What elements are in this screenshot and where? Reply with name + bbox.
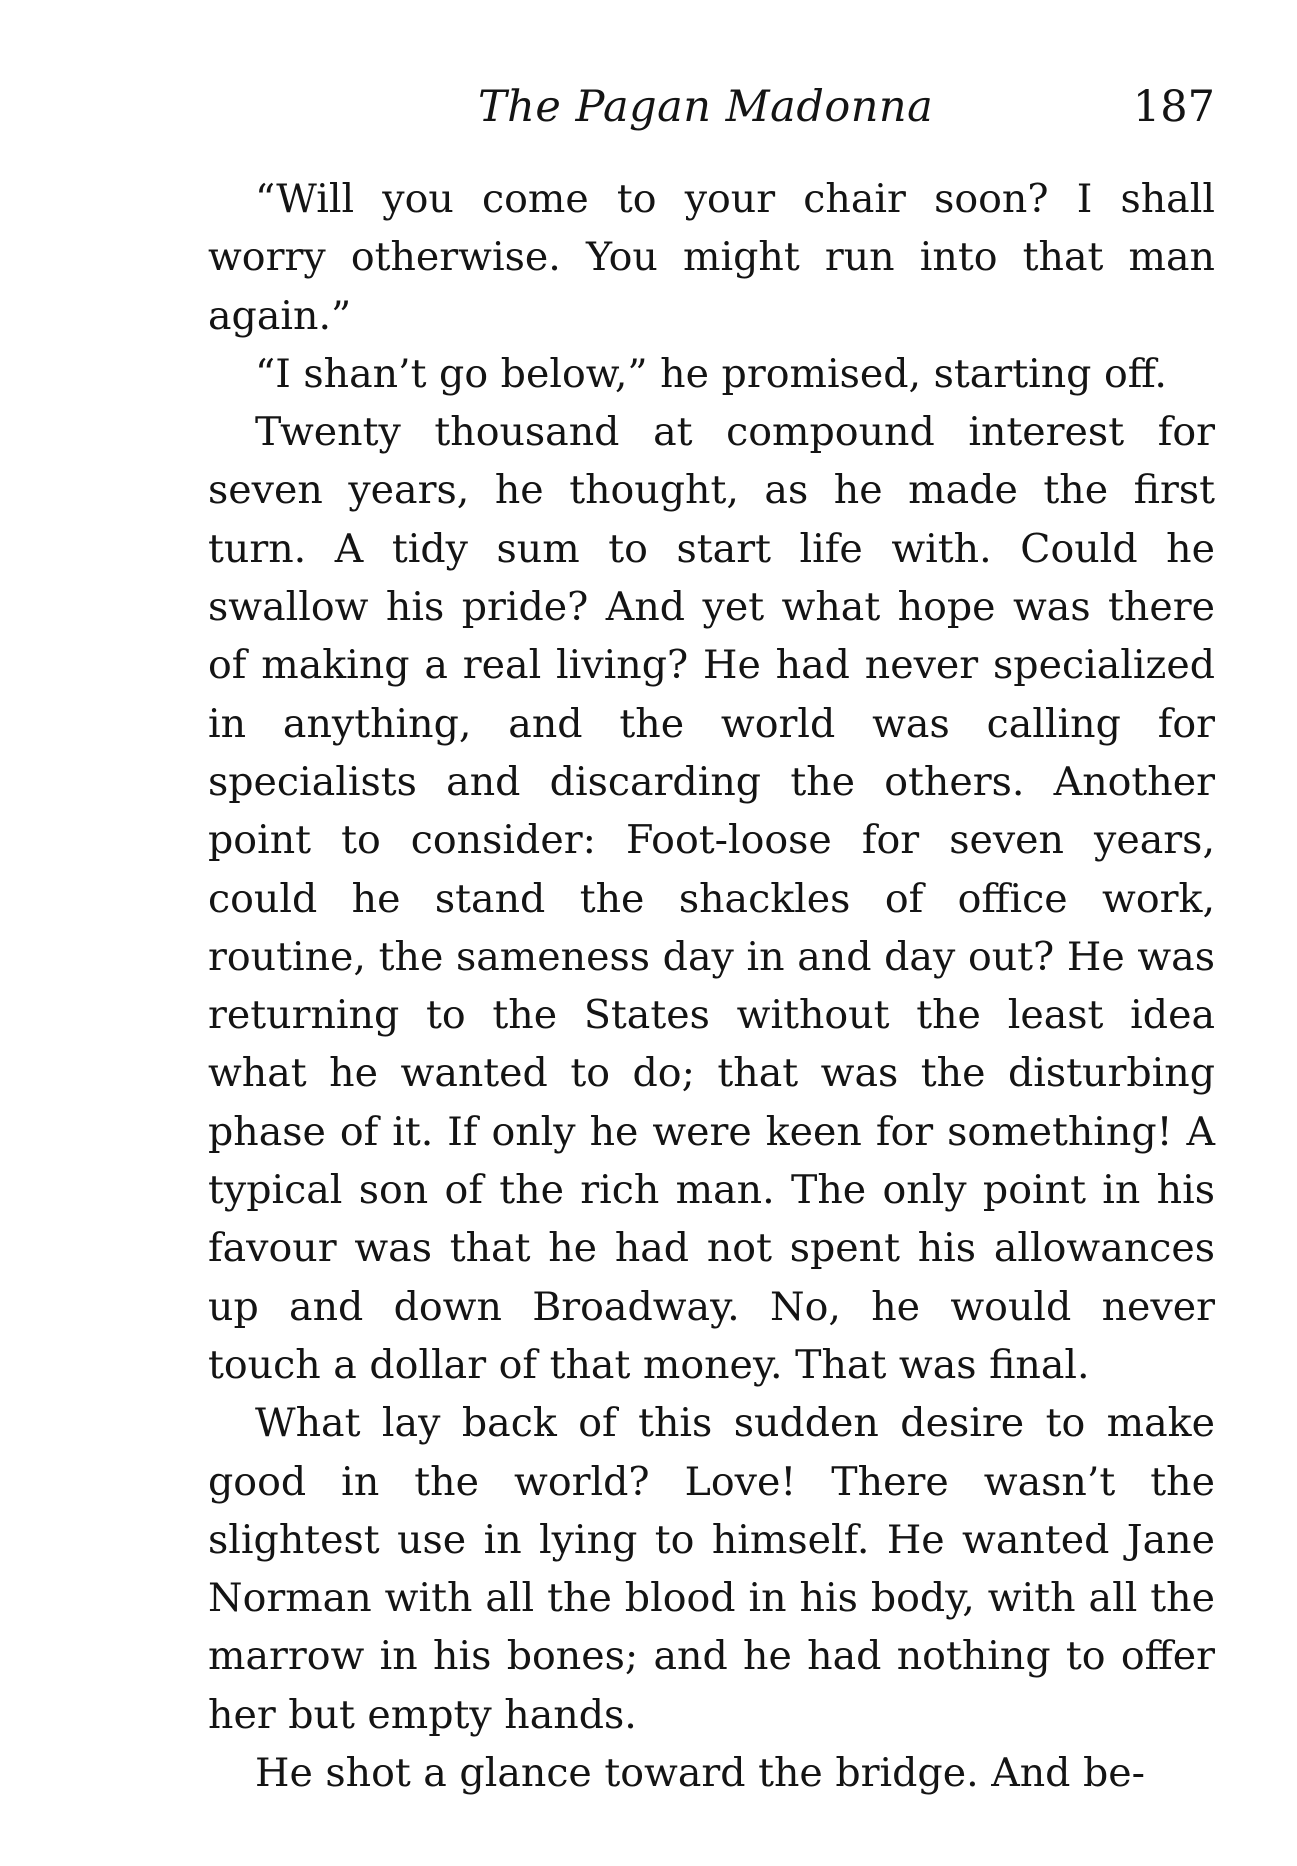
paragraph-twenty-thousand: Twenty thousand at compound interest for seven years, he thought, as he made the first turn. A tidy sum to start life with. Could he swallow his pride? And yet what hope was there of making a real living? He had never specialized in anything, and the world was calling for specialists and discarding the others. Another point to consider: Foot-loose for seven years, could he stand the shackles of office work, routine, the sameness day in and day out? He was returning to the States without the least idea what he wanted to do; that was the disturbing phase of it. If only he were keen for something! A typical son of the rich man. The only point in his favour was that he had not spent his allowances up and down Broadway. No, he would never touch a dollar of that money. That was final. [208, 409, 1215, 1388]
body-text [208, 170, 1215, 1802]
paragraph-love: What lay back of this sudden desire to make good in the world? Love! There wasn’t the slightest use in lying to himself. He wanted Jane Norman with all the blood in his body, with all the marrow in his bones; and he had nothing to offer her but empty hands. [208, 1400, 1215, 1738]
page-number: 187 [1132, 82, 1215, 132]
paragraph-dialogue-question: “Will you come to your chair soon? I shall worry otherwise. You might run into that man again.” [208, 176, 1215, 339]
page-header [208, 82, 1215, 142]
paragraph-dialogue-reply: “I shan’t go below,” he promised, starting off. [255, 350, 1167, 397]
running-title: The Pagan Madonna [478, 82, 934, 132]
paragraph-bridge: He shot a glance toward the bridge. And be- [255, 1750, 1146, 1797]
